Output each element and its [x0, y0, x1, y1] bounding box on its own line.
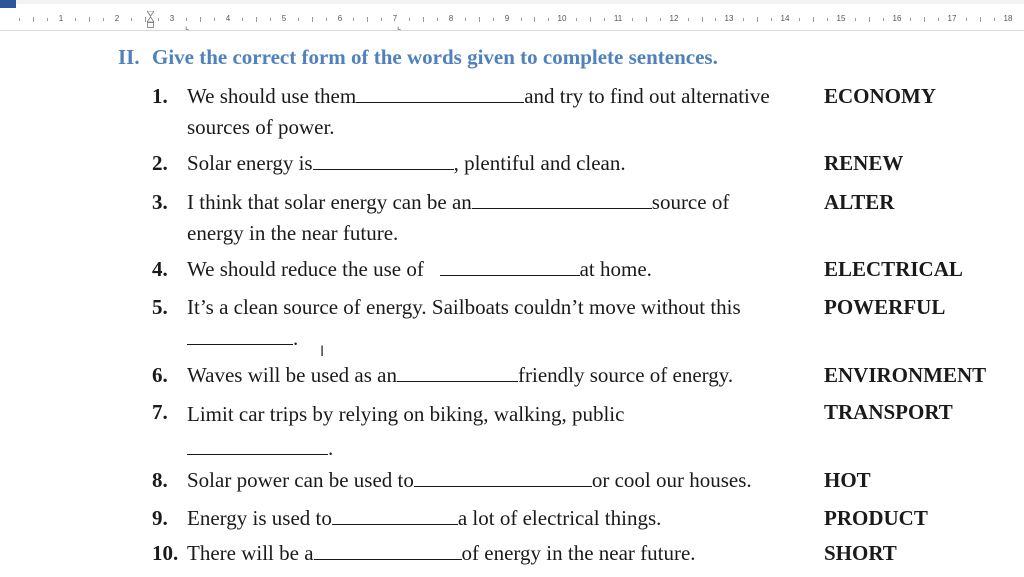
ruler-tick [521, 18, 522, 21]
answer-blank[interactable] [356, 84, 524, 103]
ruler-tick [827, 18, 828, 21]
ruler-tick [326, 18, 327, 21]
ruler-tick [19, 18, 20, 21]
ruler-tick [771, 18, 772, 21]
question-number: 7. [152, 400, 168, 424]
ruler-tick [688, 18, 689, 21]
question-number: 8. [152, 468, 168, 492]
ruler-tick [855, 18, 856, 21]
root-word: POWERFUL [824, 295, 946, 319]
ruler-tick [590, 17, 591, 22]
ruler-tick [924, 17, 925, 22]
section-heading [118, 45, 718, 70]
ruler-tick [214, 18, 215, 21]
root-word: ECONOMY [824, 84, 936, 108]
tab-stop-icon[interactable]: ⌞ [397, 21, 402, 31]
ruler-tick [465, 18, 466, 21]
ruler-number: 9 [504, 14, 510, 23]
ruler-tick [103, 18, 104, 21]
question-number: 10. [152, 541, 179, 565]
ruler-tick [757, 17, 758, 22]
question-text: Energy is used to a lot of electrical things. [187, 506, 662, 530]
root-word: PRODUCT [824, 506, 928, 530]
ruler-tick [660, 18, 661, 21]
answer-blank[interactable] [187, 326, 293, 345]
answer-blank[interactable] [472, 190, 652, 209]
ruler-tick [298, 18, 299, 21]
ruler-tick [966, 18, 967, 21]
question-text: It’s a clean source of energy. Sailboats couldn’t move without this. [187, 295, 741, 350]
question-number: 1. [152, 84, 168, 108]
ruler-tick [604, 18, 605, 21]
ruler-number: 7 [392, 14, 398, 23]
section-title: Give the correct form of the words given to complete sentences. [152, 45, 718, 69]
question-text: We should reduce the use of at home. [187, 257, 652, 281]
ruler-tick [33, 17, 34, 22]
ruler-tick [200, 17, 201, 22]
ruler-tick [534, 17, 535, 22]
question-number: 3. [152, 190, 168, 214]
ruler-tick [938, 18, 939, 21]
answer-blank[interactable] [187, 436, 328, 455]
text-cursor-icon: I [320, 344, 325, 360]
ruler-number: 11 [613, 14, 623, 23]
ruler-tick [353, 18, 354, 21]
ruler-tick [702, 17, 703, 22]
ruler-number: 4 [225, 14, 231, 23]
ruler-tick [75, 18, 76, 21]
ruler-tick [242, 18, 243, 21]
ruler-tick [632, 18, 633, 21]
ruler-tick [145, 17, 146, 22]
ruler-tick [186, 18, 187, 21]
ruler-tick [576, 18, 577, 21]
ruler-tick [883, 18, 884, 21]
ruler-tick [89, 17, 90, 22]
answer-blank[interactable] [332, 506, 458, 525]
ruler-tick [799, 18, 800, 21]
answer-blank[interactable] [414, 468, 592, 487]
question-number: 2. [152, 151, 168, 175]
app-top-strip [0, 0, 1024, 4]
question-text: I think that solar energy can be an source of energy in the near future. [187, 190, 730, 245]
ruler-number: 8 [448, 14, 454, 23]
root-word: HOT [824, 468, 871, 492]
ruler-tick [256, 17, 257, 22]
ruler-tick [381, 18, 382, 21]
question-text: Waves will be used as an friendly source of energy. [187, 363, 734, 387]
ruler-tick [910, 18, 911, 21]
tab-stop-icon[interactable]: ⌞ [185, 21, 190, 31]
ruler-number: 17 [947, 14, 957, 23]
question-number: 5. [152, 295, 168, 319]
ruler-tick [813, 17, 814, 22]
question-text: There will be a of energy in the near future. [187, 541, 696, 565]
ruler-number: 16 [892, 14, 902, 23]
ruler-number: 12 [669, 14, 679, 23]
ruler-number: 15 [836, 14, 846, 23]
question-number: 6. [152, 363, 168, 387]
ruler-tick [743, 18, 744, 21]
question-number: 9. [152, 506, 168, 530]
ruler-tick [437, 18, 438, 21]
ruler-tick [312, 17, 313, 22]
answer-blank[interactable] [440, 257, 580, 276]
ruler-tick [869, 17, 870, 22]
ruler-tick [715, 18, 716, 21]
ruler-number: 5 [281, 14, 287, 23]
horizontal-ruler[interactable] [0, 8, 1024, 31]
root-word: SHORT [824, 541, 897, 565]
ruler-number: 2 [114, 14, 120, 23]
ruler-tick [646, 17, 647, 22]
ruler-tick [493, 18, 494, 21]
ruler-tick [409, 18, 410, 21]
section-number: II. [118, 45, 140, 69]
question-number: 4. [152, 257, 168, 281]
ruler-number: 18 [1003, 14, 1013, 23]
app-accent-bar [0, 0, 16, 8]
indent-marker-icon[interactable] [147, 11, 154, 28]
ruler-number: 6 [337, 14, 343, 23]
root-word: ALTER [824, 190, 895, 214]
ruler-tick [994, 18, 995, 21]
ruler-tick [158, 18, 159, 21]
ruler-tick [479, 17, 480, 22]
question-text: Solar energy is , plentiful and clean. [187, 151, 626, 175]
ruler-tick [367, 17, 368, 22]
ruler-tick [131, 18, 132, 21]
ruler-tick [270, 18, 271, 21]
ruler-tick [980, 17, 981, 22]
ruler-number: 14 [780, 14, 790, 23]
question-text: Solar power can be used to or cool our houses. [187, 468, 752, 492]
root-word: TRANSPORT [824, 400, 953, 424]
root-word: ELECTRICAL [824, 257, 963, 281]
root-word: ENVIRONMENT [824, 363, 987, 387]
ruler-tick [423, 17, 424, 22]
ruler-number: 13 [724, 14, 734, 23]
ruler-tick [47, 18, 48, 21]
ruler-number: 1 [58, 14, 64, 23]
answer-blank[interactable] [314, 541, 462, 560]
answer-blank[interactable] [313, 151, 454, 170]
question-text: Limit car trips by relying on biking, walking, public . [187, 402, 625, 460]
question-text: We should use them and try to find out alternative sources of power. [187, 84, 770, 139]
ruler-number: 10 [557, 14, 567, 23]
root-word: RENEW [824, 151, 904, 175]
ruler-number: 3 [169, 14, 175, 23]
answer-blank[interactable] [397, 363, 518, 382]
ruler-tick [548, 18, 549, 21]
